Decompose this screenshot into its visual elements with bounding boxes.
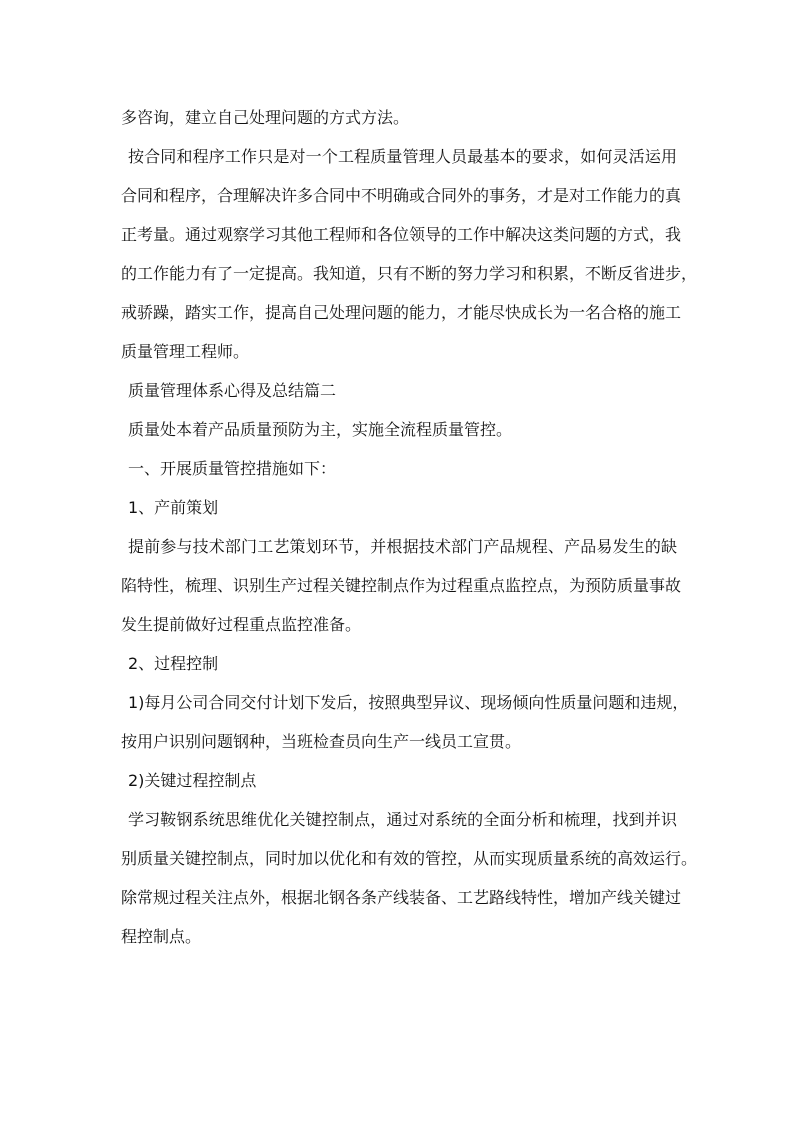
text-line: 别质量关键控制点，同时加以优化和有效的管控，从而实现质量系统的高效运行。 <box>121 849 698 868</box>
text-line: 按用户识别问题钢种，当班检查员向生产一线员工宣贯。 <box>121 732 522 751</box>
subheading: 一、开展质量管控措施如下： <box>128 459 337 478</box>
text-line: 除常规过程关注点外，根据北钢各条产线装备、工艺路线特性，增加产线关键过 <box>121 888 682 907</box>
text-line: 程控制点。 <box>121 927 202 946</box>
text-line: 按合同和程序工作只是对一个工程质量管理人员最基本的要求，如何灵活运用 <box>128 147 677 166</box>
text-line: 合同和程序，合理解决许多合同中不明确或合同外的事务，才是对工作能力的真 <box>121 186 682 205</box>
text-line: 质量管理工程师。 <box>121 342 250 361</box>
text-line: 的工作能力有了一定提高。我知道，只有不断的努力学习和积累，不断反省进步， <box>121 264 698 283</box>
subheading: 2、过程控制 <box>128 654 219 673</box>
document-page <box>121 98 698 956</box>
text-line: 1)每月公司合同交付计划下发后，按照典型异议、现场倾向性质量问题和违规， <box>128 693 689 712</box>
text-line: 发生提前做好过程重点监控准备。 <box>121 615 362 634</box>
text-line: 学习鞍钢系统思维优化关键控制点，通过对系统的全面分析和梳理，找到并识 <box>128 810 677 829</box>
text-line: 质量处本着产品质量预防为主，实施全流程质量管控。 <box>128 420 513 439</box>
text-line: 正考量。通过观察学习其他工程师和各位领导的工作中解决这类问题的方式，我 <box>121 225 682 244</box>
text-line: 提前参与技术部门工艺策划环节，并根据技术部门产品规程、产品易发生的缺 <box>128 537 677 556</box>
section-heading: 质量管理体系心得及总结篇二 <box>128 381 337 400</box>
text-line: 陷特性，梳理、识别生产过程关键控制点作为过程重点监控点，为预防质量事故 <box>121 576 682 595</box>
text-line: 多咨询，建立自己处理问题的方式方法。 <box>121 108 410 127</box>
subheading: 2)关键过程控制点 <box>128 771 257 790</box>
text-line: 戒骄躁，踏实工作，提高自己处理问题的能力，才能尽快成长为一名合格的施工 <box>121 303 682 322</box>
subheading: 1、产前策划 <box>128 498 219 517</box>
